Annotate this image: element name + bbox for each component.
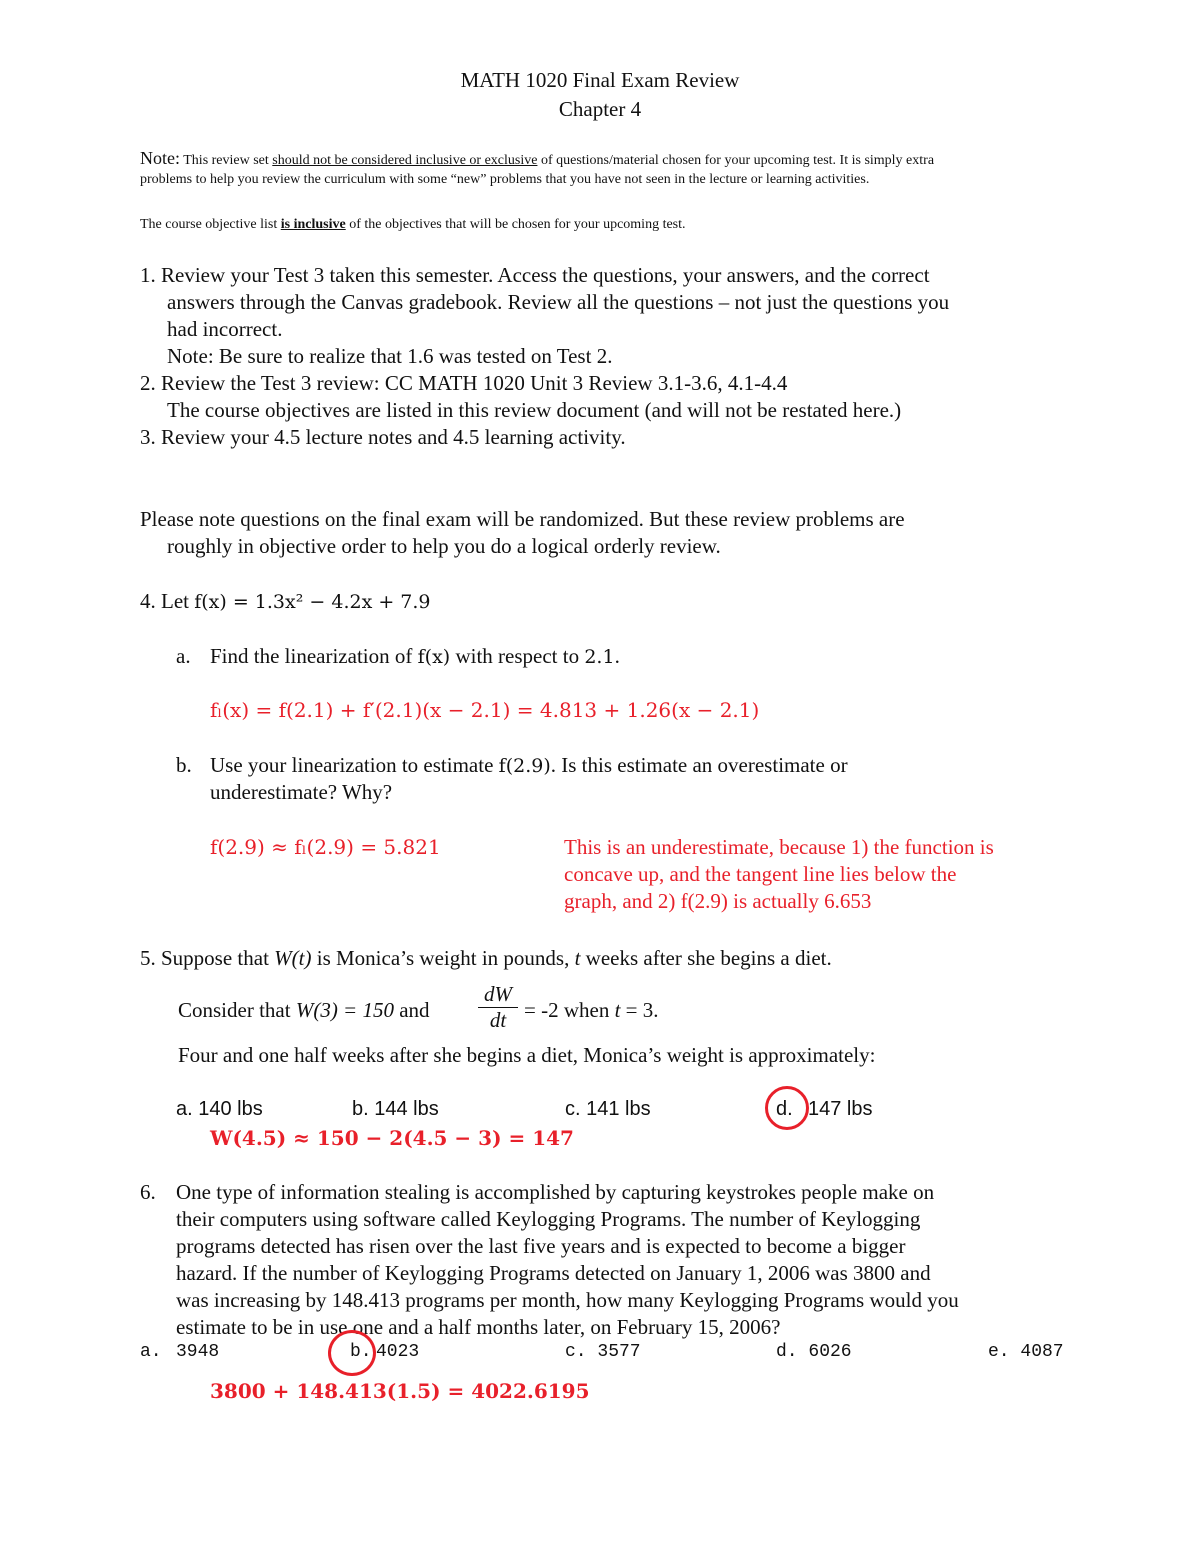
- q5-consider-w: W(3) = 150: [295, 998, 394, 1022]
- q4a-question: [210, 644, 620, 669]
- list-item-1-line4: Note: Be sure to realize that 1.6 was tested on Test 2.: [167, 344, 613, 368]
- q5-stem-t: t: [574, 946, 581, 970]
- q4a-period: .: [614, 644, 620, 668]
- q6-option-b-label: b.: [350, 1342, 372, 1362]
- list-item-1-line3: had incorrect.: [167, 317, 283, 341]
- q5-option-a: a. 140 lbs: [176, 1098, 263, 1120]
- list-item-1-line1: 1. Review your Test 3 taken this semester. Access the questions, your answers, and the correct: [140, 263, 930, 287]
- q5-when-t: t: [614, 998, 621, 1022]
- q6-option-e: e. 4087: [988, 1342, 1064, 1362]
- q5-consider-text: Consider that: [178, 998, 291, 1022]
- q5-answer: W(4.5) ≈ 150 − 2(4.5 − 3) = 147: [210, 1126, 574, 1150]
- page-title: MATH 1020 Final Exam Review: [460, 68, 740, 92]
- note-underlined: should not be considered inclusive or exclusive: [272, 153, 538, 168]
- q6-answer: 3800 + 148.413(1.5) = 4022.6195: [210, 1379, 590, 1403]
- q5-frac-num: dW: [484, 982, 512, 1006]
- q4b-reason-line2: concave up, and the tangent line lies below the: [564, 862, 957, 886]
- q5-derivative-fraction: [478, 982, 518, 1033]
- q5-after-frac: [524, 998, 659, 1023]
- q6-option-c: c. 3577: [565, 1342, 641, 1362]
- list-item-2-line1: 2. Review the Test 3 review: CC MATH 1020 Unit 3 Review 3.1-3.6, 4.1-4.4: [140, 371, 788, 395]
- note-pre: This review set: [183, 153, 269, 168]
- q5-option-c: c. 141 lbs: [565, 1098, 651, 1120]
- q5-stem: [140, 946, 832, 971]
- q4a-val: 2.1: [584, 646, 615, 668]
- q5-stem-w: W(t): [274, 946, 312, 970]
- q4b-label: b.: [176, 753, 192, 777]
- q4b-line2: underestimate? Why?: [210, 780, 393, 804]
- q4b-f: f(2.9): [498, 755, 551, 777]
- q4-function: f(x) = 1.3x² − 4.2x + 7.9: [194, 591, 431, 613]
- q4-stem: [140, 589, 431, 614]
- q5-stem2: is Monica’s weight in pounds,: [316, 946, 570, 970]
- q4b-text2: . Is this estimate an overestimate or: [550, 753, 848, 777]
- q5-stem1: 5. Suppose that: [140, 946, 269, 970]
- q4b-reason-line1: This is an underestimate, because 1) the function is: [564, 835, 994, 859]
- q6-line4: hazard. If the number of Keylogging Programs detected on January 1, 2006 was 3800 and: [176, 1261, 931, 1285]
- q6-option-a-value: 3948: [176, 1342, 220, 1362]
- q6-line5: was increasing by 148.413 programs per month, how many Keylogging Programs would you: [176, 1288, 959, 1312]
- q4b-reason-line3: graph, and 2) f(2.9) is actually 6.653: [564, 889, 872, 913]
- q4b-answer: f(2.9) ≈ fₗ(2.9) = 5.821: [210, 835, 441, 859]
- q6-line2: their computers using software called Keylogging Programs. The number of Keylogging: [176, 1207, 921, 1231]
- note-label: Note:: [140, 148, 180, 168]
- q5-four: Four and one half weeks after she begins a diet, Monica’s weight is approximately:: [178, 1043, 876, 1067]
- q5-option-d-value: 147 lbs: [808, 1098, 873, 1120]
- q4a-answer: fₗ(x) = f(2.1) + f′(2.1)(x − 2.1) = 4.813 + 1.26(x − 2.1): [210, 698, 760, 722]
- q6-line3: programs detected has risen over the last five years and is expected to become a bigger: [176, 1234, 906, 1258]
- q5-option-b: b. 144 lbs: [352, 1098, 439, 1120]
- list-item-1-line2: answers through the Canvas gradebook. Review all the questions – not just the questions you: [167, 290, 950, 314]
- q5-option-d-label: d.: [776, 1098, 793, 1120]
- q5-and: and: [399, 998, 430, 1022]
- q5-frac-den: dt: [489, 1008, 507, 1032]
- q5-eq3: = 3.: [625, 998, 659, 1022]
- q4b-question: [210, 753, 848, 778]
- q6-line1: One type of information stealing is accomplished by capturing keystrokes people make on: [176, 1180, 935, 1204]
- q6-number: 6.: [140, 1180, 156, 1204]
- q4a-text1: Find the linearization of: [210, 644, 413, 668]
- q6-answer-circle: [328, 1330, 376, 1376]
- q5-after-frac-text: = -2 when: [524, 998, 610, 1022]
- intro-line1: Please note questions on the final exam will be randomized. But these review problems are: [140, 507, 905, 531]
- q6-option-a-label: a.: [140, 1342, 162, 1362]
- objective-pre: The course objective list: [140, 217, 278, 232]
- objective-post: of the objectives that will be chosen for your upcoming test.: [349, 217, 686, 232]
- q4a-label: a.: [176, 644, 191, 668]
- list-item-2-line2: The course objectives are listed in this review document (and will not be restated here.): [167, 398, 902, 422]
- note-post: of questions/material chosen for your upcoming test. It is simply extra: [540, 153, 935, 168]
- q5-consider: [178, 998, 430, 1023]
- note-line2: problems to help you review the curriculum with some “new” problems that you have not seen in the lecture or learning activities.: [140, 172, 870, 187]
- objective-emph: is inclusive: [280, 217, 346, 232]
- q4b-text1: Use your linearization to estimate: [210, 753, 494, 777]
- list-item-3-line1: 3. Review your 4.5 lecture notes and 4.5 learning activity.: [140, 425, 626, 449]
- note-line1: [140, 148, 934, 169]
- q6-option-d: d. 6026: [776, 1342, 852, 1362]
- page-subtitle: Chapter 4: [558, 97, 642, 121]
- q6-option-b-value: 4023: [376, 1342, 420, 1362]
- q5-answer-circle: [765, 1086, 809, 1130]
- q5-stem3: weeks after she begins a diet.: [585, 946, 832, 970]
- q4a-text2: with respect to: [455, 644, 580, 668]
- q4-stem-label: 4. Let: [140, 589, 189, 613]
- q4a-fx: f(x): [417, 646, 451, 668]
- q6-line6: estimate to be in use one and a half months later, on February 15, 2006?: [176, 1315, 781, 1339]
- objective-statement: [140, 217, 686, 233]
- intro-line2: roughly in objective order to help you do a logical orderly review.: [167, 534, 721, 558]
